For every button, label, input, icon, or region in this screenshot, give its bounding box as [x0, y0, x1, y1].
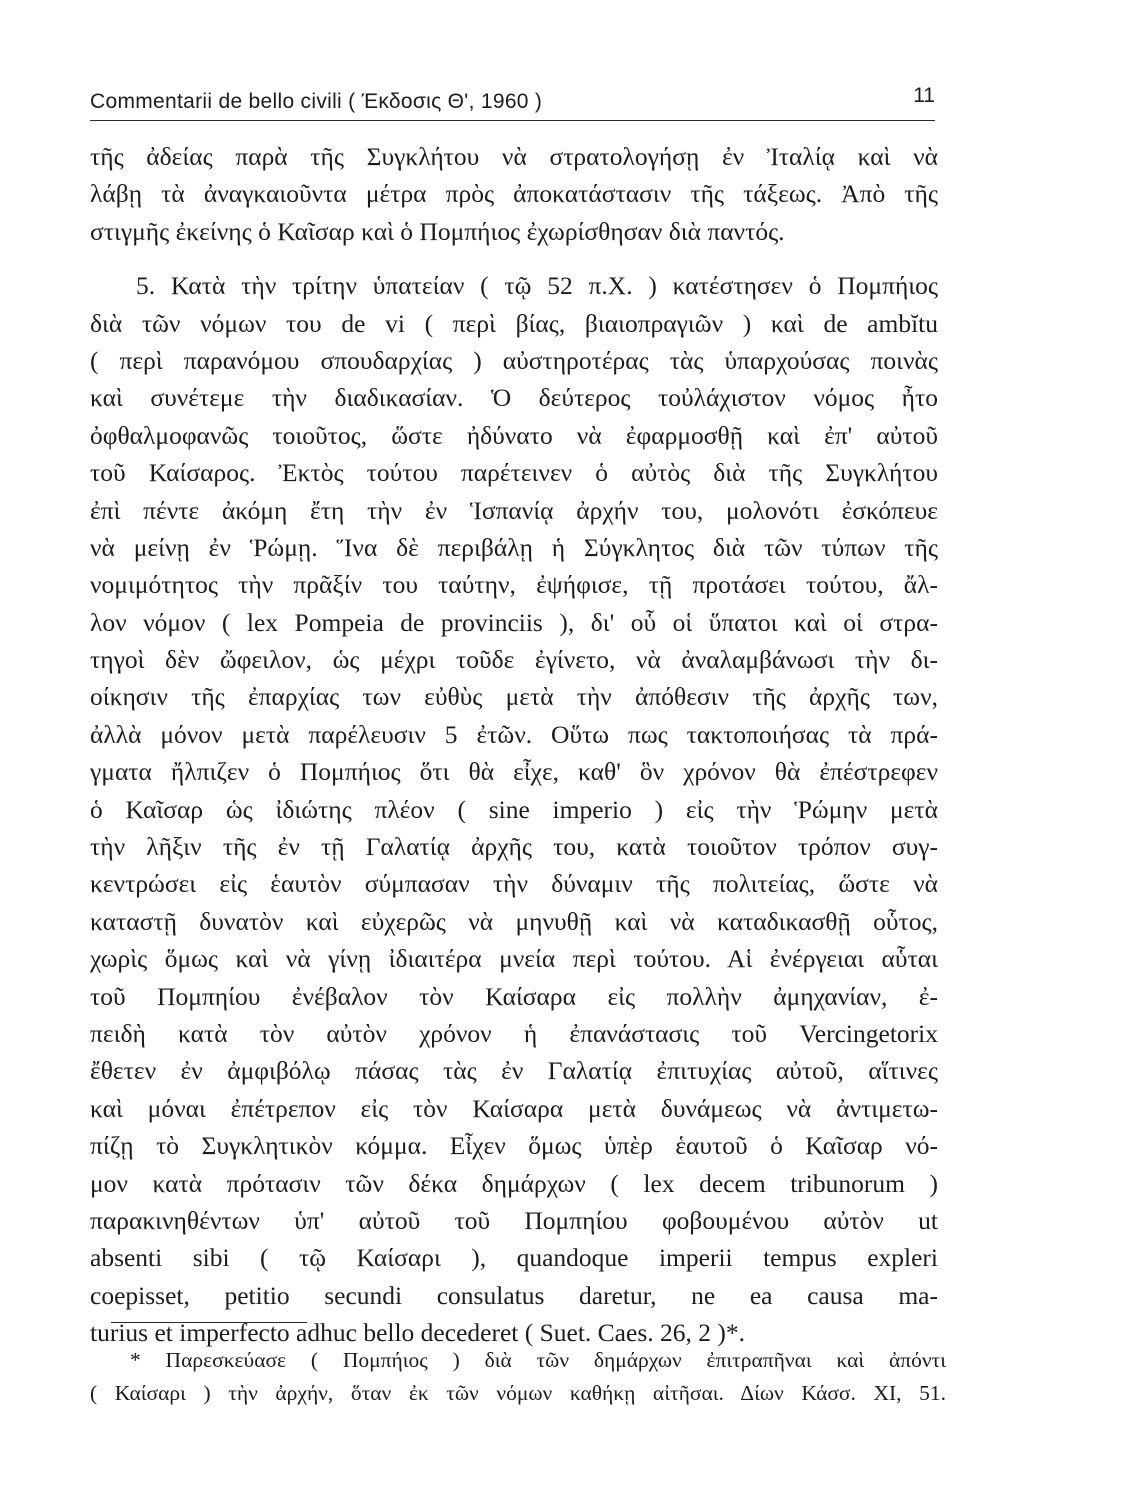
- text-line: λον νόμον ( lex Pompeia de provinciis ), δι' οὗ οἱ ὕπατοι καὶ οἱ στρα-: [90, 607, 938, 637]
- text-line: τοῦ Καίσαρος. Ἐκτὸς τούτου παρέτεινεν ὁ αὐτὸς διὰ τῆς Συγκλήτου: [90, 458, 938, 488]
- text-line: ὀφθαλμοφανῶς τοιοῦτος, ὥστε ἠδύνατο νὰ ἐφαρμοσθῇ καὶ ἐπ' αὐτοῦ: [90, 420, 938, 450]
- text-line: ( περὶ παρανόμου σπουδαρχίας ) αὐστηροτέρας τὰς ὑπαρχούσας ποινὰς: [90, 345, 938, 375]
- text-line: absenti sibi ( τῷ Καίσαρι ), quandoque imperii tempus expleri: [90, 1243, 938, 1273]
- footnote-line: ( Καίσαρι ) τὴν ἀρχήν, ὅταν ἐκ τῶν νόμων καθήκῃ αἰτῆσαι. Δίων Κάσσ. XI, 51.: [90, 1381, 946, 1405]
- text-line: οίκησιν τῆς ἐπαρχίας των εὐθὺς μετὰ τὴν ἀπόθεσιν τῆς ἀρχῆς των,: [90, 682, 938, 712]
- text-line: καὶ συνέτεμε τὴν διαδικασίαν. Ὁ δεύτερος τοὐλάχιστον νόμος ἦτο: [90, 383, 938, 413]
- text-line: στιγμῆς ἐκείνης ὁ Καῖσαρ καὶ ὁ Πομπήιος ἐχωρίσθησαν διὰ παντός.: [90, 216, 785, 246]
- footnote-rule: [111, 1322, 307, 1323]
- text-line: κεντρώσει εἰς ἑαυτὸν σύμπασαν τὴν δύναμιν τῆς πολιτείας, ὥστε νὰ: [90, 869, 938, 899]
- text-line: ἀλλὰ μόνον μετὰ παρέλευσιν 5 ἐτῶν. Οὕτω πως τακτοποιήσας τὰ πρά-: [90, 719, 938, 749]
- running-head: [90, 86, 935, 121]
- text-line: καὶ μόναι ἐπέτρεπον εἰς τὸν Καίσαρα μετὰ δυνάμεως νὰ ἀντιμετω-: [90, 1093, 938, 1123]
- footnote-line: * Παρεσκεύασε ( Πομπήιος ) διὰ τῶν δημάρχων ἐπιτραπῆναι καὶ ἀπόντι: [130, 1348, 946, 1372]
- text-line: λάβῃ τὰ ἀναγκαιοῦντα μέτρα πρὸς ἀποκατάστασιν τῆς τάξεως. Ἀπὸ τῆς: [90, 179, 938, 209]
- text-line: τῆς ἀδείας παρὰ τῆς Συγκλήτου νὰ στρατολογήσῃ ἐν Ἰταλίᾳ καὶ νὰ: [90, 142, 938, 171]
- text-line: ὁ Καῖσαρ ὡς ἰδιώτης πλέον ( sine imperio ) εἰς τὴν Ῥώμην μετὰ: [90, 794, 938, 824]
- text-line: παρακινηθέντων ὑπ' αὐτοῦ τοῦ Πομπηίου φοβουμένου αὐτὸν ut: [90, 1205, 938, 1235]
- text-line: χωρὶς ὅμως καὶ νὰ γίνῃ ἰδιαιτέρα μνεία περὶ τούτου. Αἱ ἐνέργειαι αὗται: [90, 944, 938, 974]
- text-line: τὴν λῆξιν τῆς ἐν τῇ Γαλατίᾳ ἀρχῆς του, κατὰ τοιοῦτον τρόπον συγ-: [90, 832, 938, 862]
- page-number: 11: [913, 84, 935, 107]
- section-5-first-line: 5. Κατὰ τὴν τρίτην ὑπατείαν ( τῷ 52 π.Χ. ) κατέστησεν ὁ Πομπήιος: [136, 271, 938, 301]
- text-line: τοῦ Πομπηίου ἐνέβαλον τὸν Καίσαρα εἰς πολλὴν ἀμηχανίαν, ἐ-: [90, 981, 938, 1011]
- body-text: [90, 138, 938, 1352]
- footnotes: [90, 1344, 946, 1410]
- text-line: πίζῃ τὸ Συγκλητικὸν κόμμα. Εἶχεν ὅμως ὑπὲρ ἑαυτοῦ ὁ Καῖσαρ νό-: [90, 1131, 938, 1161]
- text-line: ἔθετεν ἐν ἀμφιβόλῳ πάσας τὰς ἐν Γαλατίᾳ ἐπιτυχίας αὐτοῦ, αἵτινες: [90, 1056, 938, 1086]
- text-line: διὰ τῶν νόμων του de vi ( περὶ βίας, βιαιοπραγιῶν ) καὶ de ambĭtu: [90, 308, 938, 338]
- text-line: γματα ἤλπιζεν ὁ Πομπήιος ὅτι θὰ εἶχε, καθ' ὃν χρόνον θὰ ἐπέστρεφεν: [90, 757, 938, 787]
- text-line: νὰ μείνῃ ἐν Ῥώμῃ. Ἵνα δὲ περιβάλῃ ἡ Σύγκλητος διὰ τῶν τύπων τῆς: [90, 532, 938, 562]
- text-line: ἐπὶ πέντε ἀκόμη ἔτη τὴν ἐν Ἱσπανίᾳ ἀρχήν του, μολονότι ἐσκόπευε: [90, 495, 938, 525]
- text-line: turius et imperfecto adhuc bello decederet ( Suet. Caes. 26, 2 )*.: [90, 1318, 745, 1348]
- paragraph-gap: [90, 250, 938, 267]
- text-line: coepisset, petitio secundi consulatus daretur, ne ea causa ma-: [90, 1280, 938, 1310]
- text-line: πειδὴ κατὰ τὸν αὐτὸν χρόνον ἡ ἐπανάστασις τοῦ Vercingetorix: [90, 1018, 938, 1048]
- text-line: τηγοὶ δὲν ὤφειλον, ὡς μέχρι τοῦδε ἐγίνετο, νὰ ἀναλαμβάνωσι τὴν δι-: [90, 645, 938, 675]
- text-line: καταστῇ δυνατὸν καὶ εὐχερῶς νὰ μηνυθῇ καὶ νὰ καταδικασθῇ οὗτος,: [90, 906, 938, 936]
- text-line: μον κατὰ πρότασιν τῶν δέκα δημάρχων ( lex decem tribunorum ): [90, 1168, 938, 1198]
- running-title: Commentarii de bello civili ( Έκδοσις Θ', 1960 ): [90, 90, 543, 113]
- text-line: νομιμότητος τὴν πρᾶξίν του ταύτην, ἐψήφισε, τῇ προτάσει τούτου, ἄλ-: [90, 570, 938, 600]
